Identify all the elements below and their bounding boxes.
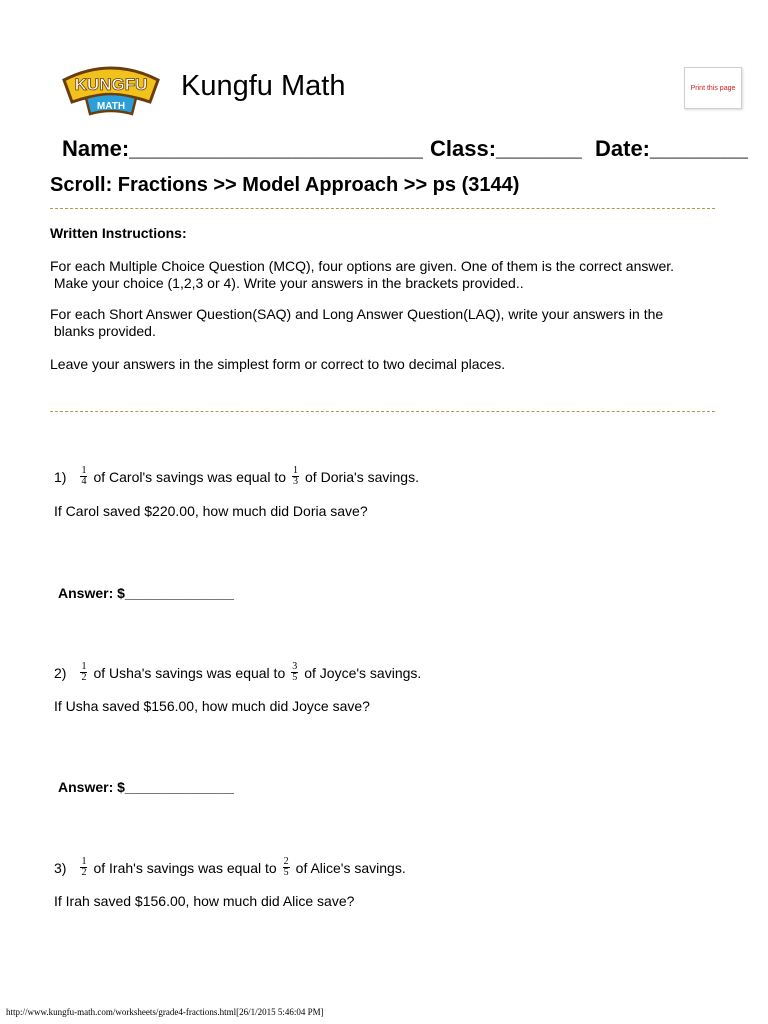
logo-top-text: KUNGFU — [74, 75, 148, 94]
class-field: Class:_______ — [430, 136, 582, 161]
fraction: $\frac{1}{2}$ — [81, 856, 87, 878]
fraction: $\frac{1}{2}$ — [81, 661, 87, 683]
instructions-mcq: For each Multiple Choice Question (MCQ), four options are given. One of them is the correct answer. Make your choice (1,2,3 or 4). Write your answers in the brackets provided.. — [50, 258, 675, 291]
name-field: Name:________________________ — [62, 136, 423, 161]
answer-1-blank: Answer: $______________ — [58, 585, 234, 601]
fraction: $\frac{1}{4}$ — [81, 465, 87, 487]
fraction: $\frac{2}{5}$ — [283, 856, 289, 878]
question-2 — [54, 662, 421, 683]
kungfu-math-logo — [56, 58, 166, 118]
question-text: of Joyce's savings. — [304, 664, 422, 681]
answer-2-blank: Answer: $______________ — [58, 779, 234, 795]
question-1-sub: If Carol saved $220.00, how much did Doria save? — [54, 503, 368, 519]
logo-bottom-text: MATH — [96, 101, 126, 112]
question-number: 1) — [54, 468, 67, 485]
question-2-sub: If Usha saved $156.00, how much did Joyce save? — [54, 698, 370, 714]
divider — [50, 411, 715, 412]
fraction: $\frac{3}{5}$ — [292, 661, 298, 683]
question-text: of Alice's savings. — [295, 859, 406, 876]
page-url-footer: http://www.kungfu-math.com/worksheets/grade4-fractions.html[26/1/2015 5:46:04 PM] — [6, 1007, 324, 1017]
question-1 — [54, 466, 419, 487]
question-text: of Carol's savings was equal to — [93, 468, 287, 485]
question-text: of Doria's savings. — [305, 468, 419, 485]
question-3 — [54, 857, 406, 878]
question-number: 3) — [54, 859, 67, 876]
print-page-button[interactable]: Print this page — [684, 67, 742, 109]
question-number: 2) — [54, 664, 67, 681]
question-text: of Irah's savings was equal to — [93, 859, 277, 876]
fraction: $\frac{1}{3}$ — [293, 465, 299, 487]
question-text: of Usha's savings was equal to — [93, 664, 286, 681]
instructions-heading: Written Instructions: — [50, 225, 187, 241]
instructions-saq: For each Short Answer Question(SAQ) and Long Answer Question(LAQ), write your answers in the blanks provided. — [50, 306, 664, 339]
question-3-sub: If Irah saved $156.00, how much did Alice save? — [54, 893, 355, 909]
date-field: Date:________ — [595, 136, 748, 161]
instructions-form: Leave your answers in the simplest form or correct to two decimal places. — [50, 356, 506, 372]
divider — [50, 208, 715, 209]
scroll-title: Scroll: Fractions >> Model Approach >> ps (3144) — [50, 174, 520, 196]
site-title: Kungfu Math — [181, 70, 346, 102]
